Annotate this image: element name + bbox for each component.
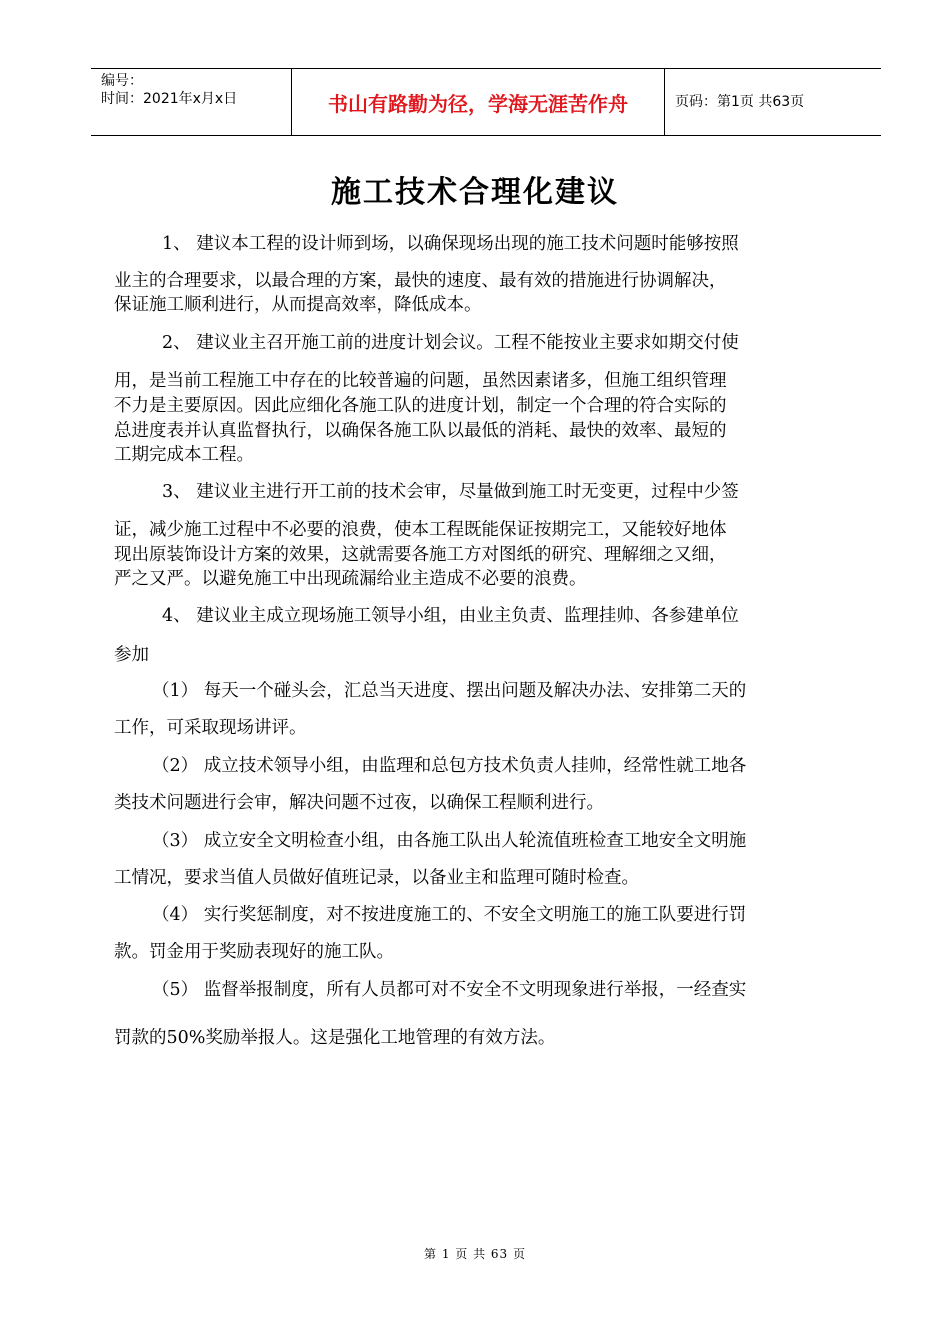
paragraph-line: 参加 [114,645,149,665]
paragraph-line: 工期完成本工程。 [114,445,254,465]
paragraph-line: 总进度表并认真监督执行，以确保各施工队以最低的消耗、最快的效率、最短的 [114,421,727,441]
header-meta-cell [91,69,292,135]
paragraph-line: （2） 成立技术领导小组，由监理和总包方技术负责人挂帅，经常性就工地各 [152,756,747,776]
header-page-cell [665,69,881,135]
paragraph-line: 1、 建议本工程的设计师到场，以确保现场出现的施工技术问题时能够按照 [162,234,739,254]
paragraph-line: （1） 每天一个碰头会，汇总当天进度、摆出问题及解决办法、安排第二天的 [152,681,747,701]
paragraph-line: 现出原装饰设计方案的效果，这就需要各施工方对图纸的研究、理解细之又细， [114,545,727,565]
paragraph-line: 用，是当前工程施工中存在的比较普遍的问题，虽然因素诸多，但施工组织管理 [114,371,727,391]
paragraph-line: 不力是主要原因。因此应细化各施工队的进度计划，制定一个合理的符合实际的 [114,396,727,416]
paragraph-line: （4） 实行奖惩制度，对不按进度施工的、不安全文明施工的施工队要进行罚 [152,905,747,925]
paragraph-line: 2、 建议业主召开施工前的进度计划会议。工程不能按业主要求如期交付使 [162,333,739,353]
paragraph-line: 类技术问题进行会审，解决问题不过夜，以确保工程顺利进行。 [114,793,604,813]
page-footer: 第 1 页 共 63 页 [424,1247,526,1261]
paragraph-line: （3） 成立安全文明检查小组，由各施工队出人轮流值班检查工地安全文明施 [152,831,747,851]
time-label: 时间：2021年x月x日 [101,91,238,107]
paragraph-line: 工作，可采取现场讲评。 [114,718,307,738]
paragraph-line: 业主的合理要求，以最合理的方案，最快的速度、最有效的措施进行协调解决， [114,271,727,291]
motto-text: 书山有路勤为径，学海无涯苦作舟 [328,92,628,116]
page-label: 页码：第1页 共63页 [675,94,805,110]
header-motto-cell [292,69,665,135]
paragraph-line: 保证施工顺利进行，从而提高效率，降低成本。 [114,295,482,315]
paragraph-line: 严之又严。以避免施工中出现疏漏给业主造成不必要的浪费。 [114,569,587,589]
paragraph-line: 款。罚金用于奖励表现好的施工队。 [114,942,394,962]
paragraph-line: 工情况，要求当值人员做好值班记录，以备业主和监理可随时检查。 [114,868,639,888]
paragraph-line: 证，减少施工过程中不必要的浪费，使本工程既能保证按期完工，又能较好地体 [114,520,727,540]
paragraph-line: 罚款的50%奖励举报人。这是强化工地管理的有效方法。 [114,1028,556,1048]
document-title: 施工技术合理化建议 [331,175,619,210]
number-label: 编号： [101,73,143,89]
paragraph-line: （5） 监督举报制度，所有人员都可对不安全不文明现象进行举报，一经查实 [152,980,747,1000]
document-header [91,68,881,136]
paragraph-line: 4、 建议业主成立现场施工领导小组，由业主负责、监理挂帅、各参建单位 [162,606,739,626]
paragraph-line: 3、 建议业主进行开工前的技术会审，尽量做到施工时无变更，过程中少签 [162,482,739,502]
